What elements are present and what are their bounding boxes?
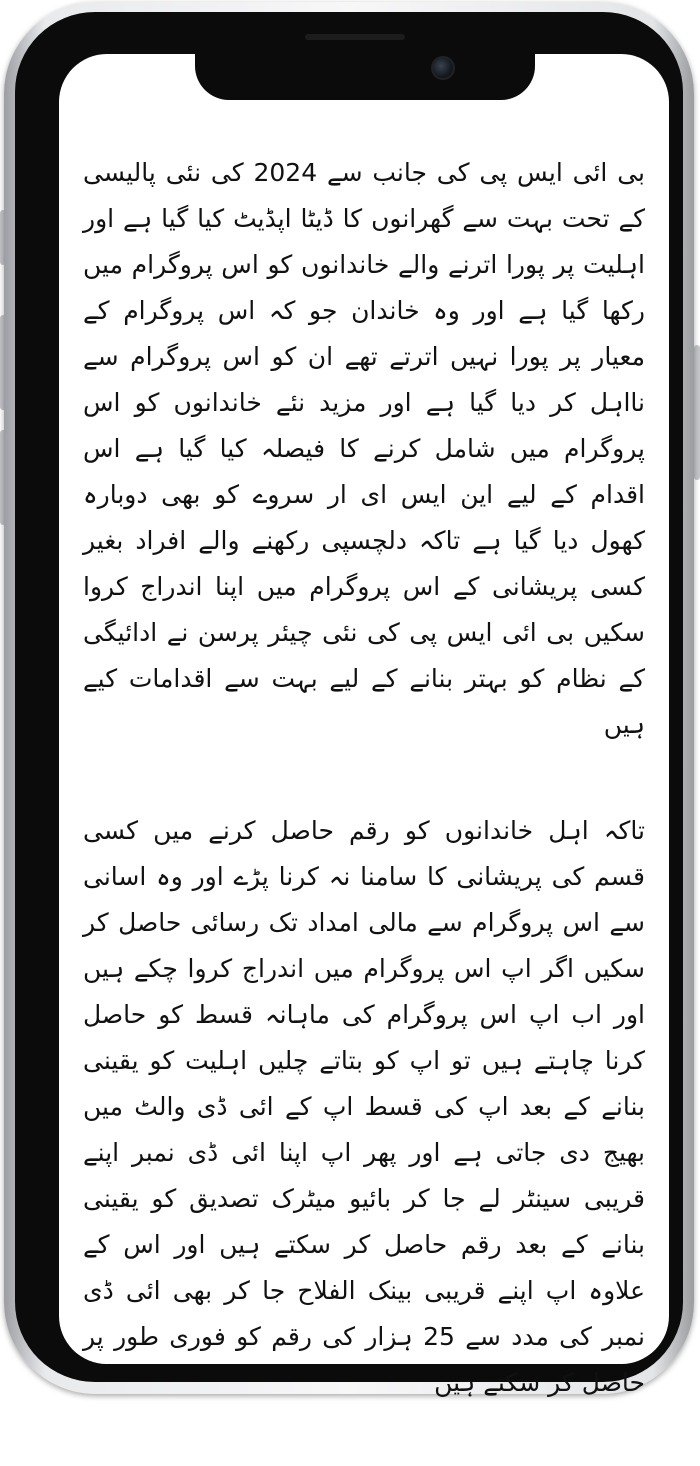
earpiece-speaker xyxy=(305,34,405,40)
phone-bezel xyxy=(15,12,683,1397)
power-button xyxy=(694,345,700,480)
article-paragraph-2: تاکہ اہل خاندانوں کو رقم حاصل کرنے میں کسی قسم کی پریشانی کا سامنا نہ کرنا پڑے اور وہ اسانی سے اس پروگرام سے مالی امداد تک رسائی حاصل کر سکیں اگر اپ اس پروگرام میں اندراج کروا چکے ہیں اور اب اپ اس پروگرام کی ماہانہ قسط کو حاصل کرنا چاہتے ہیں تو اپ کو بتاتے چلیں اہلیت کو یقینی بنانے کے بعد اپ کی قسط اپ کے ائی ڈی والٹ میں بھیج دی جاتی ہے اور پھر اپ اپنا ائی ڈی نمبر اپنے قریبی سینٹر لے جا کر بائیو میٹرک تصدیق کو یقینی بنانے کے بعد رقم حاصل کر سکتے ہیں اور اس کے علاوہ اپ اپنے قریبی بینک الفلاح جا کر بھی ائی ڈی نمبر کی مدد سے 25 ہزار کی رقم کو فوری طور پر حاصل کر سکتے ہیں xyxy=(83,816,645,1397)
phone-screen xyxy=(59,54,669,1397)
front-camera-icon xyxy=(431,56,455,80)
article-body xyxy=(83,150,645,1466)
article-paragraph-1: بی ائی ایس پی کی جانب سے 2024 کی نئی پالیسی کے تحت بہت سے گھرانوں کا ڈیٹا اپڈیٹ کیا گیا ہے اور اہلیت پر پورا اترنے والے خاندانوں کو اس پروگرام میں رکھا گیا ہے اور وہ خاندان جو کہ اس پروگرام کے معیار پر پورا نہیں اترتے تھے ان کو اس پروگرام سے نااہل کر دیا گیا ہے اور مزید نئے خاندانوں کو اس پروگرام میں شامل کرنے کا فیصلہ کیا گیا ہے اس اقدام کے لیے این ایس ای ار سروے کو بھی دوبارہ کھول دیا گیا ہے تاکہ دلچسپی رکھنے والے افراد بغیر کسی پریشانی کے اس پروگرام میں اپنا اندراج کروا سکیں بی ائی ایس پی کی نئی چیئر پرسن نے ادائیگی کے نظام کو بہتر بنانے کے لیے بہت سے اقدامات کیے ہیں xyxy=(83,158,646,739)
